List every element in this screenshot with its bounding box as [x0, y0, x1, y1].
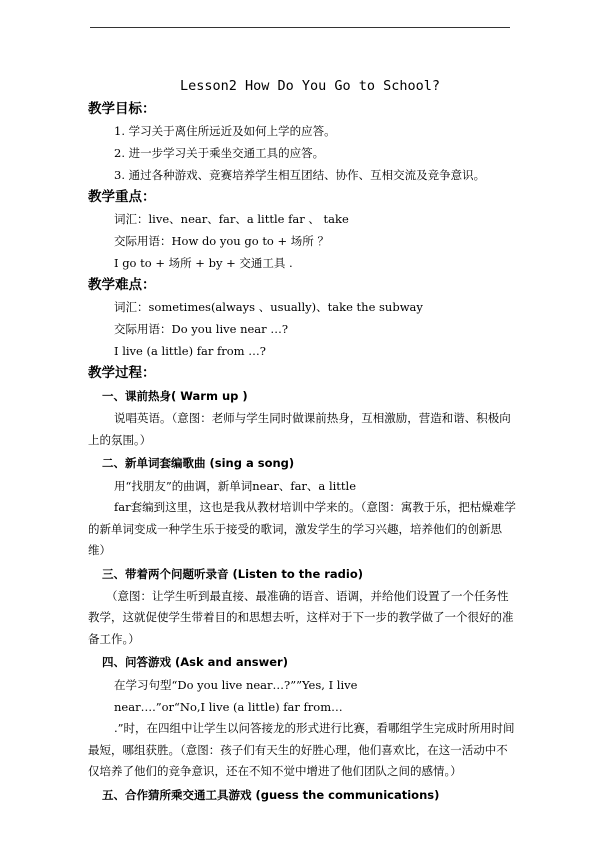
step-5-title: 五、合作猜所乘交通工具游戏 (guess the communications)	[102, 787, 440, 802]
process-heading: 教学过程：	[88, 365, 156, 381]
objectives-heading: 教学目标：	[88, 101, 156, 117]
step-3-text: （意图：让学生听到最直接、最准确的语音、语调，并给他们设置了一个任务性教学，这就促使学生带着目的和思想去听，这样对于下一步的教学做了一个很好的准备工作。）	[88, 588, 514, 646]
step-2-text: far套编到这里，这也是我从教材培训中学来的。（意图：寓教于乐，把枯燥难学的新单词变成一种学生乐于接受的歌词，激发学生的学习兴趣，培养他们的创新思维）	[88, 500, 516, 557]
objective-item: 1. 学习关于离住所远近及如何上学的应答。	[114, 124, 336, 138]
header-rule	[90, 27, 510, 28]
key-point-line: I go to + 场所 + by + 交通工具 .	[114, 256, 293, 270]
key-point-line: 交际用语：How do you go to + 场所 ？	[114, 234, 329, 248]
step-2-line: 用“找朋友”的曲调，新单词near、far、a little	[114, 479, 357, 493]
key-point-line: 词汇：live、near、far、a little far 、 take	[114, 212, 349, 226]
step-4-line: near….”or“No,I live (a little) far from…	[114, 700, 343, 714]
lesson-title: Lesson2 How Do You Go to School?	[179, 78, 441, 94]
step-3-title: 三、带着两个问题听录音 (Listen to the radio)	[102, 566, 364, 581]
step-1-text: 说唱英语。（意图：老师与学生同时做课前热身，互相激励，营造和谐、积极向上的氛围。）	[88, 411, 511, 447]
difficulty-line: 交际用语：Do you live near …?	[114, 322, 288, 336]
difficulty-line: 词汇：sometimes(always 、usually)、take the subway	[114, 300, 423, 314]
difficulties-heading: 教学难点：	[88, 277, 156, 293]
step-2-title: 二、新单词套编歌曲 (sing a song)	[102, 456, 295, 470]
objective-item: 2. 进一步学习关于乘坐交通工具的应答。	[114, 146, 325, 160]
step-4-title: 四、问答游戏 (Ask and answer)	[102, 655, 288, 669]
step-4-text: .”时，在四组中让学生以问答接龙的形式进行比赛，看哪组学生完成时所用时间最短，哪组获胜。（意图：孩子们有天生的好胜心理，他们喜欢比，在这一活动中不仅培养了他们的竞争意识，还在不知不觉中增进了他们团队之间的感情。）	[88, 721, 515, 778]
step-4-line: 在学习句型“Do you live near…?””Yes, I live	[114, 678, 358, 692]
difficulty-line: I live (a little) far from …?	[114, 344, 266, 358]
step-1-title: 一、课前热身( Warm up )	[102, 389, 248, 403]
key-points-heading: 教学重点：	[88, 189, 156, 205]
objective-item: 3. 通过各种游戏、竞赛培养学生相互团结、协作、互相交流及竞争意识。	[114, 168, 486, 182]
document-body	[88, 74, 528, 807]
